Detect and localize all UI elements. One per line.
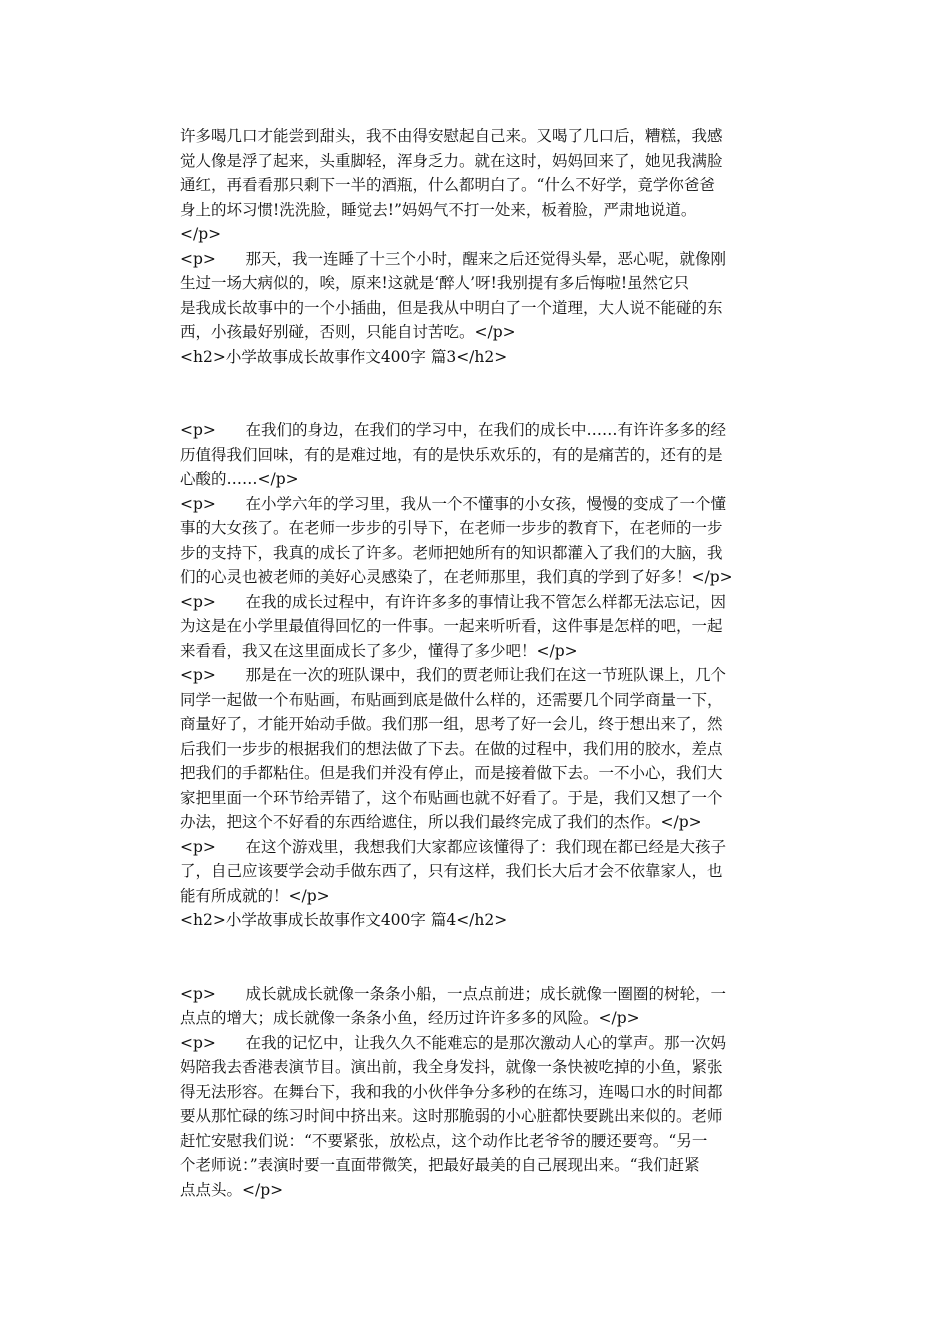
text-line: 赶忙安慰我们说：“不要紧张，放松点，这个动作比老爷爷的腰还要弯。“另一 xyxy=(180,1131,708,1150)
text-line: 是我成长故事中的一个小插曲，但是我从中明白了一个道理，大人说不能碰的东 xyxy=(180,298,723,317)
text-line: 许多喝几口才能尝到甜头，我不由得安慰起自己来。又喝了几口后，糟糕，我感 xyxy=(180,127,723,145)
text-block-3 xyxy=(180,982,780,1203)
text-line: 办法，把这个不好看的东西给遮住，所以我们最终完成了我们的杰作。</p> xyxy=(180,813,702,831)
text-line: <p> 成长就成长就像一条条小船，一点点前进；成长就像一圈圈的树轮，一 xyxy=(180,984,726,1003)
text-line: <p> 在这个游戏里，我想我们大家都应该懂得了：我们现在都已经是大孩子 xyxy=(180,837,726,856)
text-line: <h2>小学故事成长故事作文400字 篇3</h2> xyxy=(180,347,508,366)
text-line: 步的支持下，我真的成长了许多。老师把她所有的知识都灌入了我们的大脑，我 xyxy=(180,543,723,562)
text-line: 西，小孩最好别碰，否则，只能自讨苦吃。</p> xyxy=(180,323,516,341)
text-line: 来看看，我又在这里面成长了多少，懂得了多少吧！</p> xyxy=(180,641,578,660)
section-gap-2 xyxy=(180,933,780,982)
text-block-2 xyxy=(180,418,780,933)
text-line: <h2>小学故事成长故事作文400字 篇4</h2> xyxy=(180,911,508,929)
text-line: <p> 在我的记忆中，让我久久不能难忘的是那次激动人心的掌声。那一次妈 xyxy=(180,1033,726,1052)
text-line: 历值得我们回味，有的是难过地，有的是快乐欢乐的，有的是痛苦的，还有的是 xyxy=(180,445,723,464)
text-line: 心酸的……</p> xyxy=(180,470,299,488)
text-line: <p> 在我们的身边，在我们的学习中，在我们的成长中……有许许多多的经 xyxy=(180,421,726,439)
text-block-1 xyxy=(180,124,780,369)
text-line: 事的大女孩了。在老师一步步的引导下，在老师一步步的教育下，在老师的一步 xyxy=(180,519,723,537)
text-line: 后我们一步步的根据我们的想法做了下去。在做的过程中，我们用的胶水，差点 xyxy=(180,739,723,758)
text-line: <p> 在小学六年的学习里，我从一个不懂事的小女孩，慢慢的变成了一个懂 xyxy=(180,494,726,513)
text-line: 们的心灵也被老师的美好心灵感染了，在老师那里，我们真的学到了好多！</p> xyxy=(180,568,733,586)
text-line: 点点的增大；成长就像一条条小鱼，经历过许许多多的风险。</p> xyxy=(180,1009,640,1027)
text-line: 个老师说：”表演时要一直面带微笑，把最好最美的自己展现出来。“我们赶紧 xyxy=(180,1156,700,1174)
text-line: 要从那忙碌的练习时间中挤出来。这时那脆弱的小心脏都快要跳出来似的。老师 xyxy=(180,1107,723,1125)
text-line: <p> 那是在一次的班队课中，我们的贾老师让我们在这一节班队课上，几个 xyxy=(180,666,726,684)
text-line: <p> 在我的成长过程中，有许许多多的事情让我不管怎么样都无法忘记，因 xyxy=(180,592,726,611)
text-line: 通红，再看看那只剩下一半的酒瓶，什么都明白了。“什么不好学，竟学你爸爸 xyxy=(180,176,715,194)
text-line: 妈陪我去香港表演节目。演出前，我全身发抖，就像一条快被吃掉的小鱼，紧张 xyxy=(180,1058,723,1076)
text-line: 商量好了，才能开始动手做。我们那一组，思考了好一会儿，终于想出来了，然 xyxy=(180,715,723,733)
text-line: 得无法形容。在舞台下，我和我的小伙伴争分多秒的在练习，连喝口水的时间都 xyxy=(180,1082,723,1101)
text-line: 家把里面一个环节给弄错了，这个布贴画也就不好看了。于是，我们又想了一个 xyxy=(180,788,723,807)
text-line: <p> 那天，我一连睡了十三个小时，醒来之后还觉得头晕，恶心呢，就像刚 xyxy=(180,249,726,268)
text-line: 觉人像是浮了起来，头重脚轻，浑身乏力。就在这时，妈妈回来了，她见我满脸 xyxy=(180,151,723,170)
text-line: 点点头。</p> xyxy=(180,1180,284,1199)
section-gap-1 xyxy=(180,369,780,418)
document-page xyxy=(180,124,780,1202)
text-line: 身上的坏习惯!洗洗脸，睡觉去!”妈妈气不打一处来，板着脸，严肃地说道。 xyxy=(180,200,697,219)
text-line: 同学一起做一个布贴画，布贴画到底是做什么样的，还需要几个同学商量一下， xyxy=(180,690,723,709)
text-line: 了，自己应该要学会动手做东西了，只有这样，我们长大后才会不依靠家人，也 xyxy=(180,862,723,880)
text-line: 生过一场大病似的，唉，原来!这就是‘醉人’呀!我别提有多后悔啦!虽然它只 xyxy=(180,274,690,292)
text-line: </p> xyxy=(180,225,222,243)
text-line: 为这是在小学里最值得回忆的一件事。一起来听听看，这件事是怎样的吧，一起 xyxy=(180,617,723,635)
text-line: 能有所成就的！</p> xyxy=(180,886,330,905)
text-line: 把我们的手都粘住。但是我们并没有停止，而是接着做下去。一不小心，我们大 xyxy=(180,764,723,782)
